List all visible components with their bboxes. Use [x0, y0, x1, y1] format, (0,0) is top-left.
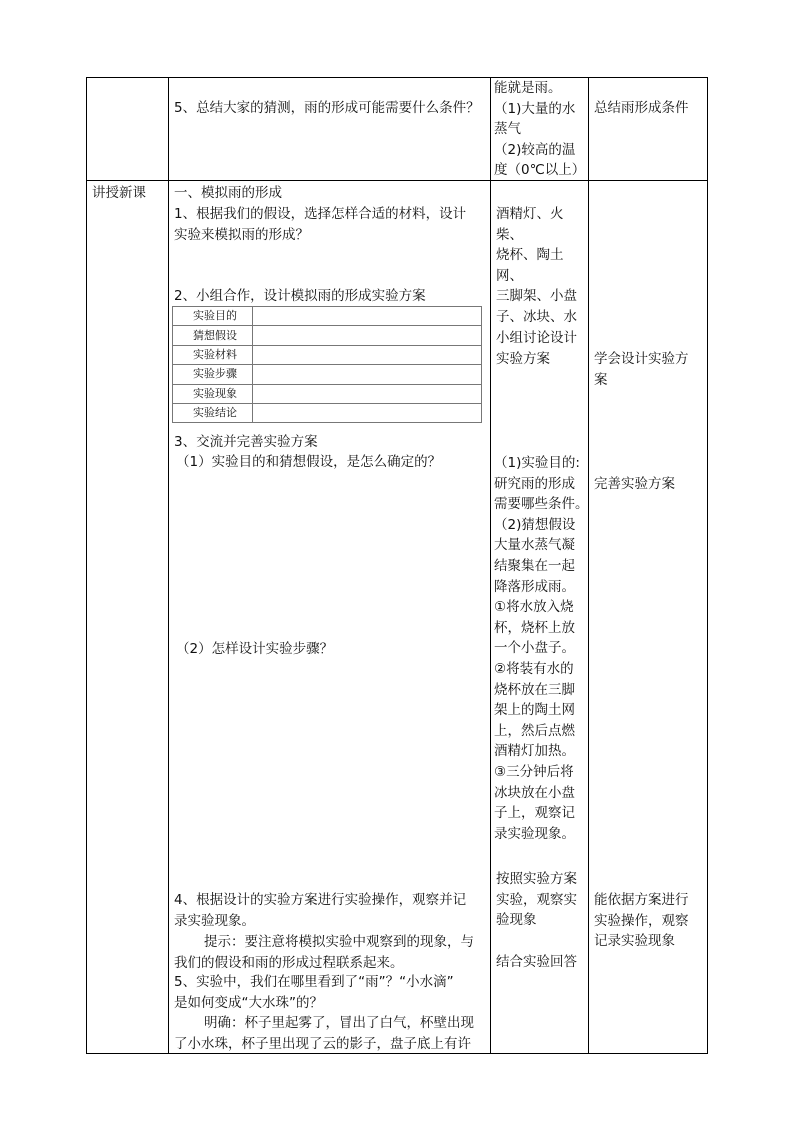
row-divider: [86, 180, 708, 181]
plan-cell[interactable]: [253, 384, 482, 403]
student-experiment: 按照实验方案 实验，观察实 验现象: [496, 871, 577, 929]
table-row: 实验现象: [173, 384, 482, 403]
student-steps: （1)实验目的: 研究雨的形成 需要哪些条件。 （2)猜想假设 大量水蒸气凝 结聚集在一起 降落形成雨。 ①将水放入烧 杯，烧杯上放 一个小盘子。 ②将装有水的 烧杯放在三脚 架上的陶土网 上，然后点燃 酒精灯加热。 ③三分钟后将 冰块放在小盘 子上，观察记 录实验现象。: [494, 455, 589, 842]
question-1: 1、根据我们的假设，选择怎样合适的材料，设计 实验来模拟雨的形成？: [174, 206, 467, 243]
question-3-2: （2）怎样设计实验步骤？: [176, 641, 334, 657]
table-row: 实验结论: [173, 403, 482, 422]
row1-student-activity: 能就是雨。 （1)大量的水 蒸气 （2)较高的温 度（0℃以上）: [494, 80, 586, 179]
plan-cell[interactable]: [253, 403, 482, 422]
question-5: 5、实验中，我们在哪里看到了“雨”？“小水滴” 是如何变成“大水珠”的？: [174, 974, 454, 1011]
table-row: 实验步骤: [173, 365, 482, 384]
purpose-operate: 能依据方案进行 实验操作，观察 记录实验现象: [594, 892, 689, 950]
purpose-improve: 完善实验方案: [594, 476, 675, 492]
table-row: 猜想假设: [173, 326, 482, 345]
student-group-work: 小组讨论设计 实验方案: [496, 330, 577, 367]
student-materials: 酒精灯、火柴、 烧杯、陶土网、 三脚架、小盘 子、冰块、水: [496, 206, 577, 325]
plan-cell[interactable]: [253, 365, 482, 384]
question-2: 2、小组合作，设计模拟雨的形成实验方案: [174, 288, 426, 304]
experiment-plan-table: [172, 306, 482, 423]
heading: 一、模拟雨的形成: [174, 185, 282, 201]
tip: 提示：要注意将模拟实验中观察到的现象，与 我们的假设和雨的形成过程联系起来。: [174, 934, 474, 971]
question-3: 3、交流并完善实验方案: [174, 434, 318, 450]
student-answer: 结合实验回答: [496, 954, 577, 970]
row1-purpose: 总结雨形成条件: [594, 100, 689, 116]
section-label: 讲授新课: [92, 185, 146, 201]
question-3-1: （1）实验目的和猜想假设，是怎么确定的？: [176, 454, 442, 470]
col-border-left: [86, 77, 87, 1054]
plan-cell[interactable]: [253, 345, 482, 364]
col-border-right: [707, 77, 708, 1054]
plan-cell[interactable]: [253, 307, 482, 326]
purpose-design: 学会设计实验方 案: [594, 351, 689, 388]
col-divider-1: [168, 77, 169, 1054]
clarification: 明确：杯子里起雾了，冒出了白气，杯壁出现 了小水珠，杯子里出现了云的影子，盘子底上有许: [174, 1015, 474, 1052]
table-row: 实验材料: [173, 345, 482, 364]
table-row: 实验目的: [173, 307, 482, 326]
table-top-border: [86, 77, 708, 78]
col-divider-2: [490, 77, 491, 1054]
plan-cell[interactable]: [253, 326, 482, 345]
row1-question: 5、总结大家的猜测，雨的形成可能需要什么条件？: [174, 100, 480, 116]
question-4: 4、根据设计的实验方案进行实验操作，观察并记 录实验现象。: [174, 892, 467, 929]
